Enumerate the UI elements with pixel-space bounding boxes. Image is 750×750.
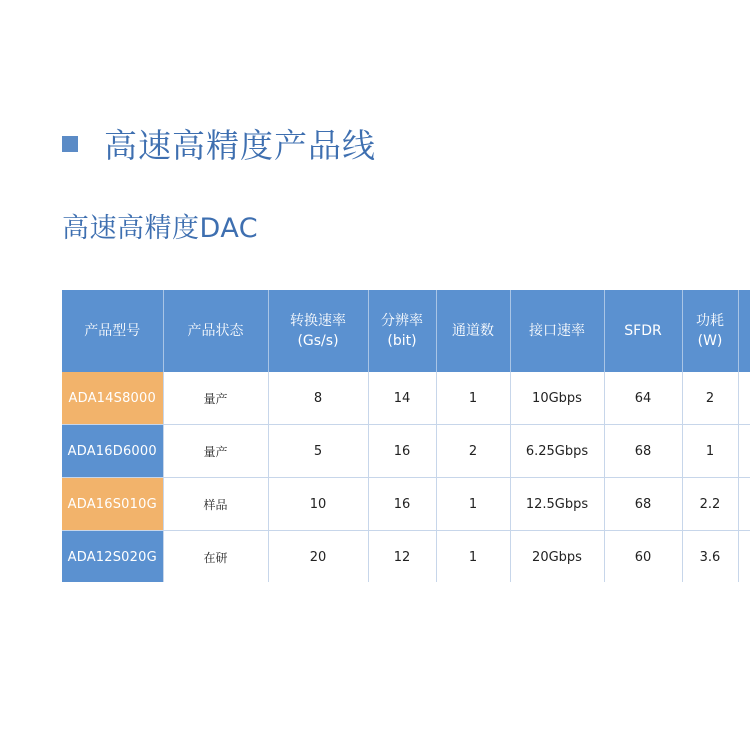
cell-overflow [738, 478, 750, 531]
header-status: 产品状态 [163, 290, 268, 372]
cell-resolution: 12 [368, 531, 436, 583]
cell-power: 3.6 [682, 531, 738, 583]
cell-model: ADA16D6000 [62, 425, 163, 478]
cell-interface: 20Gbps [510, 531, 604, 583]
cell-model: ADA12S020G [62, 531, 163, 583]
product-table [62, 290, 750, 582]
header-interface: 接口速率 [510, 290, 604, 372]
cell-sfdr: 68 [604, 425, 682, 478]
cell-channels: 1 [436, 372, 510, 425]
cell-rate: 10 [268, 478, 368, 531]
cell-overflow [738, 425, 750, 478]
cell-power: 2.2 [682, 478, 738, 531]
cell-resolution: 14 [368, 372, 436, 425]
header-resolution: 分辨率 (bit) [368, 290, 436, 372]
cell-status: 量产 [163, 425, 268, 478]
cell-interface: 12.5Gbps [510, 478, 604, 531]
header-power: 功耗 (W) [682, 290, 738, 372]
cell-sfdr: 64 [604, 372, 682, 425]
header-model: 产品型号 [62, 290, 163, 372]
cell-overflow [738, 372, 750, 425]
subsection-title: 高速高精度DAC [62, 213, 259, 244]
cell-channels: 1 [436, 478, 510, 531]
cell-status: 量产 [163, 372, 268, 425]
cell-rate: 5 [268, 425, 368, 478]
cell-sfdr: 68 [604, 478, 682, 531]
header-sfdr: SFDR [604, 290, 682, 372]
table-row [62, 478, 750, 531]
square-bullet-icon [62, 136, 78, 152]
section-title: 高速高精度产品线 [104, 126, 376, 165]
cell-status: 在研 [163, 531, 268, 583]
cell-resolution: 16 [368, 425, 436, 478]
header-channels: 通道数 [436, 290, 510, 372]
cell-sfdr: 60 [604, 531, 682, 583]
section-heading [62, 120, 376, 167]
cell-overflow [738, 531, 750, 583]
header-overflow [738, 290, 750, 372]
product-table-container [62, 290, 750, 582]
table-row [62, 531, 750, 583]
cell-power: 2 [682, 372, 738, 425]
cell-power: 1 [682, 425, 738, 478]
cell-rate: 8 [268, 372, 368, 425]
table-header-row [62, 290, 750, 372]
cell-channels: 1 [436, 531, 510, 583]
cell-status: 样品 [163, 478, 268, 531]
cell-channels: 2 [436, 425, 510, 478]
cell-interface: 6.25Gbps [510, 425, 604, 478]
cell-resolution: 16 [368, 478, 436, 531]
cell-rate: 20 [268, 531, 368, 583]
cell-model: ADA14S8000 [62, 372, 163, 425]
cell-interface: 10Gbps [510, 372, 604, 425]
header-rate: 转换速率 (Gs/s) [268, 290, 368, 372]
cell-model: ADA16S010G [62, 478, 163, 531]
table-row [62, 425, 750, 478]
table-row [62, 372, 750, 425]
